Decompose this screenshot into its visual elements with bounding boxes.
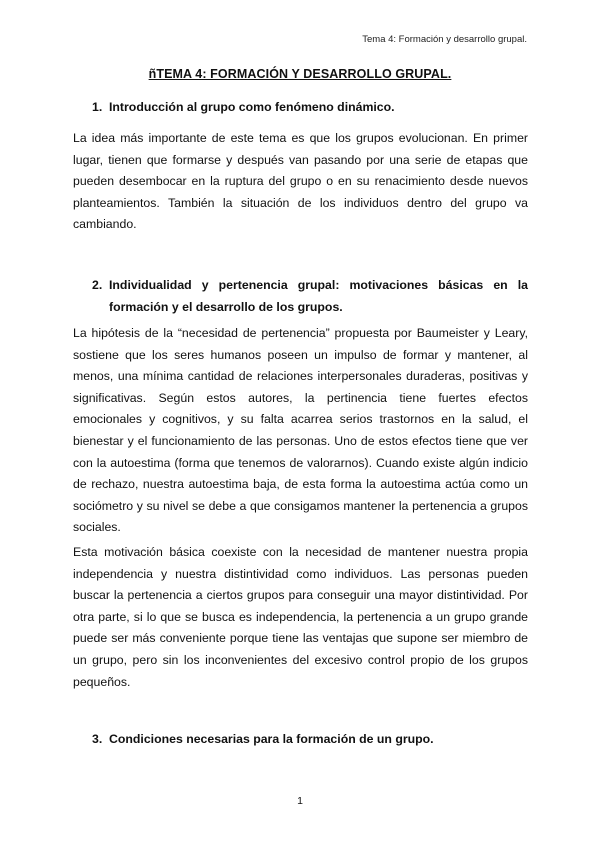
section-1-paragraph-1: La idea más importante de este tema es que los grupos evolucionan. En primer lugar, tienen que formarse y después van pasando por una serie de etapas que pueden desembocar en la ruptura del grupo o en su renacimiento desde nuevos planteamientos. También la situación de los individuos dentro del grupo va cambiando. [73, 131, 528, 232]
section-2-number: 2. [92, 278, 103, 292]
page-number: 1 [297, 795, 303, 807]
section-1-number: 1. [92, 100, 103, 114]
section-2-title: Individualidad y pertenencia grupal: motivaciones básicas en la formación y el desarrollo de los grupos. [109, 278, 528, 314]
running-header: Tema 4: Formación y desarrollo grupal. [362, 34, 527, 45]
section-3-title: Condiciones necesarias para la formación de un grupo. [109, 732, 434, 746]
section-2-heading [92, 275, 528, 318]
section-2-paragraph-2: Esta motivación básica coexiste con la necesidad de mantener nuestra propia independencia y nuestra distintividad como individuos. Las personas pueden buscar la pertenencia a ciertos grupos para conseguir una mayor distintividad. Por otra parte, si lo que se busca es independencia, la pertenencia a un grupo grande puede ser más conveniente porque tiene las ventajas que supone ser miembro de un grupo, pero sin los inconvenientes del excesivo control propio de los grupos pequeños. [73, 545, 528, 689]
section-1-heading [92, 97, 528, 119]
section-3-number: 3. [92, 732, 103, 746]
section-2-paragraph-1: La hipótesis de la “necesidad de pertenencia” propuesta por Baumeister y Leary, sostiene que los seres humanos poseen un impulso de formar y mantener, al menos, una mínima cantidad de relaciones interpersonales duraderas, positivas y significativas. Según estos autores, la pertinencia tiene fuertes efectos emocionales y cognitivos, y su falta acarrea serios trastornos en la salud, el bienestar y el funcionamiento de las personas. Uno de estos efectos tiene que ver con la autoestima (forma que tenemos de valorarnos). Cuando existe algún indicio de rechazo, nuestra autoestima baja, de esta forma la autoestima actúa como un sociómetro y su nivel se debe a que consigamos mantener la pertenencia a grupos sociales. [73, 326, 528, 535]
document-title: ñTEMA 4: FORMACIÓN Y DESARROLLO GRUPAL. [148, 67, 452, 81]
section-3-heading [92, 729, 528, 751]
section-1-title: Introducción al grupo como fenómeno dinámico. [109, 100, 395, 114]
